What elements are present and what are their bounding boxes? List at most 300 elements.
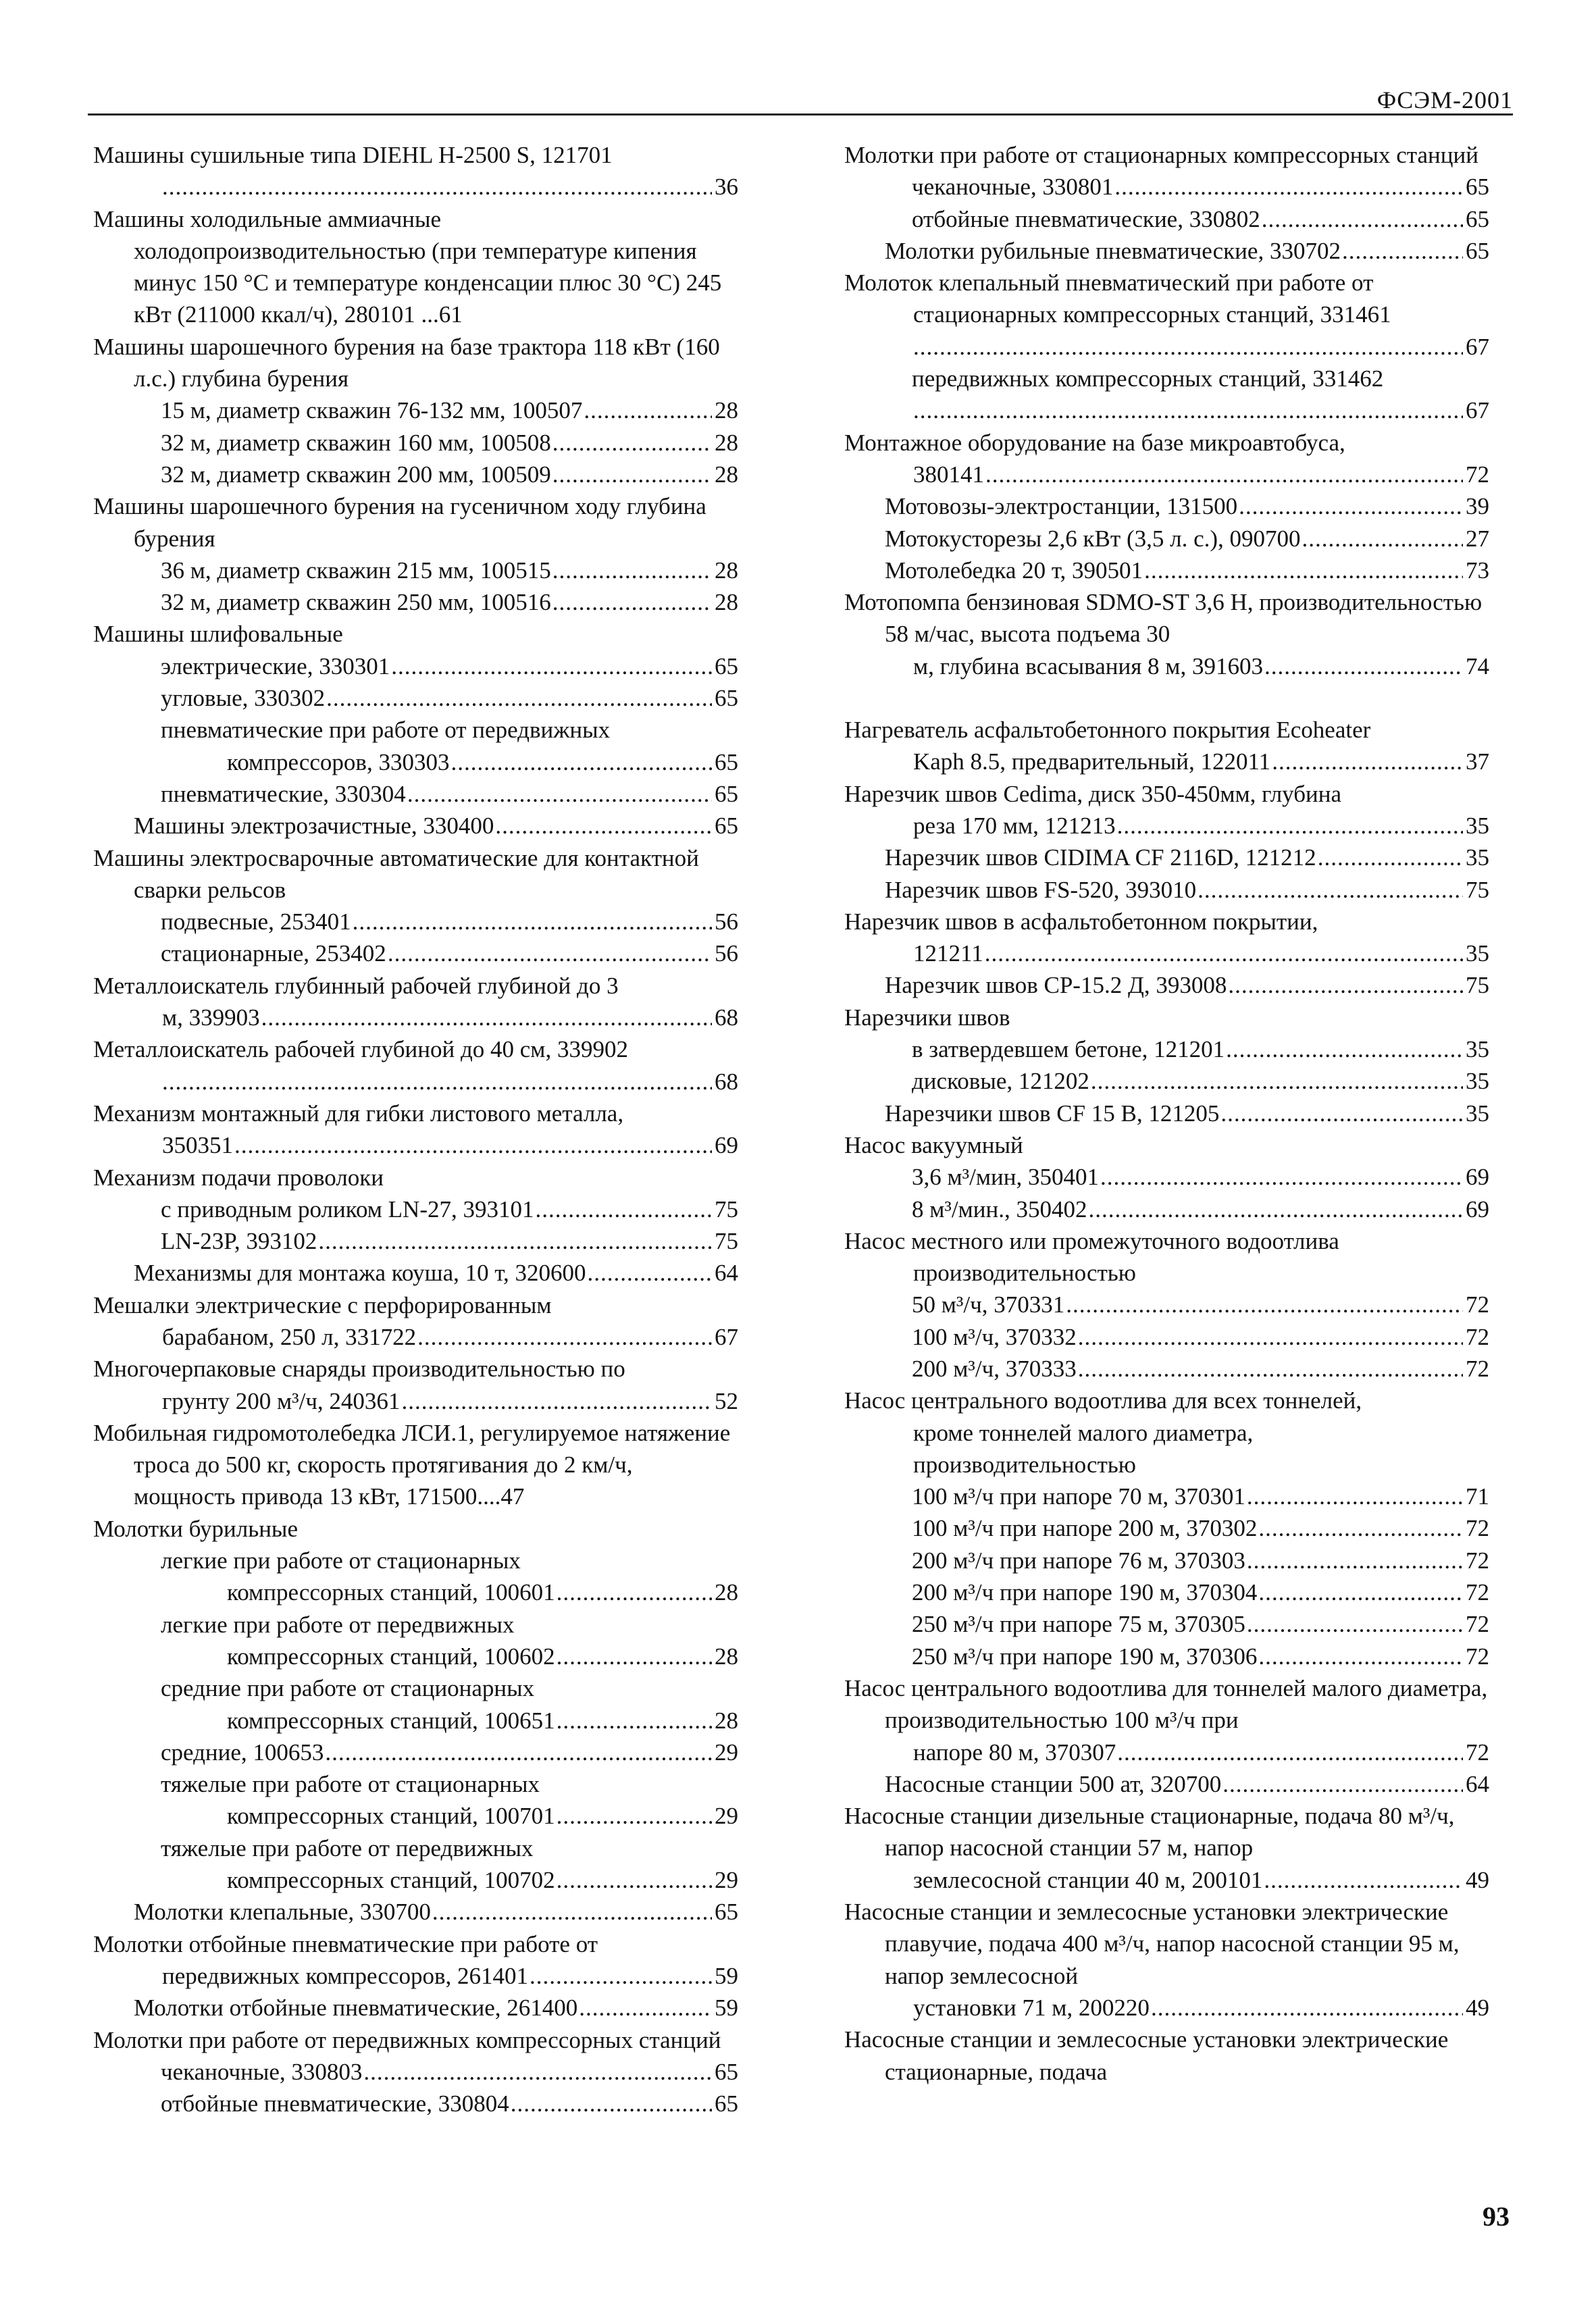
entry-page-number: 29 [715,1803,738,1830]
index-entry [844,1129,1489,1161]
dot-leader [1144,555,1463,586]
entry-page-number: 72 [1466,1643,1489,1670]
entry-text: Насосные станции 500 ат, 320700 [885,1770,1222,1797]
entry-text: Насосные станции и землесосные установки электрические стационарные, подача [844,2026,1449,2085]
entry-text: 250 м³/ч при напоре 75 м, 370305 [912,1611,1245,1638]
index-entry [93,1768,738,1800]
entry-text: Kaph 8.5, предварительный, 122011 [913,748,1271,775]
dot-leader [326,682,712,714]
index-entry [844,1992,1489,2024]
entry-page-number: 28 [715,1707,738,1734]
dot-leader [1342,235,1463,267]
entry-page-number: 28 [715,461,738,488]
entry-page-number: 72 [1466,1355,1489,1382]
entry-text: LN-23P, 393102 [161,1228,317,1255]
entry-text: кроме тоннелей малого диаметра, [913,1419,1254,1446]
entry-text: Металлоискатель рабочей глубиной до 40 см, 339902 [93,1036,628,1063]
entry-text: компрессорных станций, 100601 [227,1579,555,1606]
index-entry [844,1800,1489,1864]
entry-page-number: 35 [1466,1068,1489,1095]
index-entry [844,682,1489,714]
dot-leader [495,810,712,842]
entry-page-number: 75 [1466,972,1489,999]
entry-page-number: 72 [1466,1739,1489,1766]
index-entry [93,1928,738,1960]
entry-text: Насос центрального водоотлива для всех тоннелей, [844,1387,1362,1414]
entry-page-number: 65 [1466,174,1489,201]
index-entry [93,1641,738,1672]
index-entry [844,714,1489,746]
dot-leader [1264,650,1463,682]
entry-text: м, глубина всасывания 8 м, 391603 [913,652,1263,679]
entry-page-number: 68 [715,1004,738,1031]
index-entry [93,459,738,490]
dot-leader [261,1002,712,1033]
index-entry [844,1353,1489,1385]
dot-leader [913,394,1463,426]
entry-text: Машины сушильные типа DIEHL H-2500 S, 121701 [93,142,613,168]
index-entry [844,171,1489,203]
entry-page-number: 65 [715,748,738,775]
entry-text: Насос местного или промежуточного водоотлива [844,1227,1339,1254]
index-column-left [93,139,738,2119]
dot-leader [584,394,712,426]
entry-text: стационарные, 253402 [161,940,386,967]
index-entry [844,1449,1489,1481]
entry-page-number: 29 [715,1867,738,1894]
entry-text: компрессоров, 330303 [227,748,450,775]
index-entry [93,1257,738,1289]
dot-leader [1318,842,1463,873]
index-entry [93,937,738,969]
entry-page-number: 28 [715,397,738,424]
entry-text: Насос вакуумный [844,1131,1023,1158]
dot-leader [579,1992,712,2024]
entry-text: м, 339903 [162,1004,260,1031]
entry-page-number: 65 [715,1899,738,1926]
entry-page-number: 56 [715,908,738,935]
dot-leader [557,1864,712,1896]
index-entry [844,1481,1489,1512]
entry-text: Молотки при работе от стационарных компрессорных станций [844,142,1478,168]
dot-leader [1258,1512,1463,1544]
entry-text: средние при работе от стационарных [161,1675,535,1702]
entry-text: 100 м³/ч при напоре 70 м, 370301 [912,1483,1245,1510]
index-entry [93,970,738,1002]
entry-text: Машины электросварочные автоматические для контактной сварки рельсов [93,844,699,903]
index-entry [844,746,1489,777]
entry-text: производительностью [913,1451,1136,1478]
entry-text: барабаном, 250 л, 331722 [162,1323,417,1350]
dot-leader [1114,171,1463,203]
entry-text: угловые, 330302 [161,685,326,712]
entry-page-number: 71 [1466,1483,1489,1510]
entry-text: Машины шарошечного бурения на базе трактора 118 кВт (160 л.с.) глубина бурения [93,333,720,392]
entry-text: Молотки отбойные пневматические при работе от [93,1930,598,1957]
entry-page-number: 35 [1466,844,1489,871]
index-entry [93,2024,738,2056]
index-entry [93,810,738,842]
entry-text: производительностью [913,1260,1136,1287]
index-entry [93,1129,738,1161]
entry-text: компрессорных станций, 100651 [227,1707,555,1734]
dot-leader [1239,490,1463,522]
index-entry [93,586,738,618]
entry-text: в затвердевшем бетоне, 121201 [912,1036,1225,1063]
index-entry [93,1609,738,1641]
index-entry [844,1545,1489,1576]
entry-page-number: 69 [1466,1195,1489,1223]
entry-text: отбойные пневматические, 330802 [912,205,1260,232]
index-entry [844,810,1489,842]
entry-text: Молотки бурильные [93,1515,298,1542]
dot-leader [325,1737,712,1768]
entry-text: 350351 [162,1132,233,1159]
index-entry [844,1608,1489,1640]
dot-leader [1151,1992,1463,2024]
index-entry [93,1737,738,1768]
entry-page-number: 72 [1466,1579,1489,1606]
entry-text: Нарезчик швов в асфальтобетонном покрытии, [844,908,1318,935]
index-entry [844,235,1489,267]
index-entry [844,1321,1489,1353]
entry-text: дисковые, 121202 [912,1068,1089,1095]
entry-text: стационарных компрессорных станций, 331461 [913,301,1391,328]
entry-text: передвижных компрессоров, 261401 [162,1962,529,1989]
entry-text: 32 м, диаметр скважин 160 мм, 100508 [161,429,551,456]
dot-leader [552,459,712,490]
dot-leader [1100,1161,1463,1193]
entry-text: передвижных компрессорных станций, 331462 [912,365,1384,392]
entry-text: Нарезчик швов CP-15.2 Д, 393008 [885,972,1227,999]
dot-leader [1247,1608,1463,1640]
dot-leader [1198,874,1463,906]
index-entry [844,650,1489,682]
page-header [88,86,1513,115]
index-entry [844,1737,1489,1768]
index-entry [93,2088,738,2119]
entry-text: 15 м, диаметр скважин 76-132 мм, 100507 [161,397,583,424]
index-entry [93,1705,738,1737]
index-entry [93,1098,738,1129]
index-entry [93,555,738,586]
entry-text: Механизм подачи проволоки [93,1164,384,1191]
entry-page-number: 67 [715,1323,738,1350]
index-entry [93,171,738,203]
index-entry [844,299,1489,330]
dot-leader [1247,1481,1463,1512]
entry-text: 32 м, диаметр скважин 250 мм, 100516 [161,589,551,616]
index-entry [844,1641,1489,1672]
dot-leader [552,555,712,586]
index-entry [844,1033,1489,1065]
entry-text: 36 м, диаметр скважин 215 мм, 100515 [161,557,551,584]
index-entry [93,331,738,395]
index-entry [844,842,1489,873]
index-entry [93,139,738,171]
entry-text: Нарезчики швов CF 15 B, 121205 [885,1100,1220,1127]
index-entry [844,331,1489,363]
index-entry [844,1161,1489,1193]
entry-page-number: 65 [1466,205,1489,232]
index-entry [93,1800,738,1832]
entry-page-number: 59 [715,1995,738,2022]
index-entry [93,1832,738,1864]
index-entry [93,394,738,426]
entry-text: 250 м³/ч при напоре 190 м, 370306 [912,1643,1258,1670]
index-entry [844,1225,1489,1257]
index-entry [93,1672,738,1704]
entry-text: Мотокусторезы 2,6 кВт (3,5 л. с.), 090700 [885,525,1301,552]
entry-page-number: 29 [715,1739,738,1766]
entry-text: 121211 [913,940,983,967]
entry-text: Молотки рубильные пневматические, 330702 [885,237,1341,264]
entry-page-number: 49 [1466,1994,1489,2021]
entry-text: Машины шарошечного бурения на гусеничном ходу глубина бурения [93,493,706,552]
index-entry [93,1225,738,1257]
index-entry [93,650,738,682]
entry-text: чеканочные, 330801 [912,174,1114,201]
index-entry [93,1162,738,1193]
index-entry [93,1545,738,1576]
index-entry [844,1065,1489,1097]
index-entry [93,1960,738,1992]
entry-text: Мотовозы-электростанции, 131500 [885,493,1238,520]
dot-leader [913,331,1463,363]
entry-page-number: 35 [1466,812,1489,839]
entry-page-number: 74 [1466,652,1489,679]
entry-text: Нарезчик швов Cedima, диск 350-450мм, глубина [844,780,1342,807]
dot-leader [407,778,712,810]
index-entry [93,1066,738,1098]
index-entry [844,427,1489,459]
index-entry [93,778,738,810]
entry-page-number: 65 [715,2058,738,2085]
dot-leader [557,1576,712,1608]
entry-page-number: 67 [1466,397,1489,424]
dot-leader [1088,1193,1463,1225]
entry-page-number: 28 [715,1579,738,1606]
dot-leader [1264,1864,1463,1896]
entry-page-number: 72 [1466,461,1489,488]
entry-page-number: 72 [1466,1547,1489,1574]
entry-text: Нарезчик швов FS-520, 393010 [885,876,1197,903]
entry-text: 100 м³/ч при напоре 200 м, 370302 [912,1515,1258,1542]
dot-leader [557,1641,712,1672]
entry-text: электрические, 330301 [161,652,390,679]
entry-text: Молоток клепальный пневматический при работе от [844,269,1374,297]
entry-text: 50 м³/ч, 370331 [912,1291,1065,1318]
entry-page-number: 35 [1466,940,1489,967]
index-entry [93,490,738,555]
index-entry [844,906,1489,937]
entry-page-number: 65 [715,2090,738,2117]
entry-page-number: 59 [715,1962,738,1989]
entry-text: Насосные станции дизельные стационарные, подача 80 м³/ч, напор насосной станции 57 м, напор [844,1803,1455,1861]
entry-page-number: 36 [715,174,738,201]
index-entry [93,1353,738,1385]
index-entry [93,842,738,906]
index-entry [93,1992,738,2024]
dot-leader [1078,1321,1463,1353]
entry-page-number: 75 [715,1195,738,1223]
entry-text: Молотки отбойные пневматические, 261400 [134,1995,578,2022]
dot-leader [1222,1768,1463,1800]
index-entry [844,1257,1489,1289]
dot-leader [162,171,712,203]
dot-leader [451,746,712,778]
entry-text: 8 м³/мин., 350402 [912,1195,1087,1223]
index-entry [844,1289,1489,1320]
entry-text: компрессорных станций, 100602 [227,1643,555,1670]
dot-leader [1066,1289,1463,1320]
entry-text: 380141 [913,461,984,488]
index-entry [93,618,738,650]
entry-page-number: 56 [715,940,738,967]
dot-leader [1078,1353,1463,1385]
entry-text: грунту 200 м³/ч, 240361 [162,1387,401,1414]
entry-page-number: 67 [1466,333,1489,360]
entry-text: Нагреватель асфальтобетонного покрытия Ecoheater [844,717,1371,744]
entry-text: Нарезчики швов [844,1004,1010,1031]
entry-text: Мешалки электрические с перфорированным [93,1291,552,1318]
entry-page-number: 37 [1466,748,1489,775]
index-entry [844,1768,1489,1800]
entry-text: чеканочные, 330803 [161,2058,363,2085]
index-entry [93,1864,738,1896]
entry-page-number: 75 [715,1228,738,1255]
index-column-right [844,139,1489,2088]
index-entry [844,1417,1489,1449]
index-entry [93,906,738,937]
index-entry [844,1576,1489,1608]
entry-text: установки 71 м, 200220 [913,1994,1150,2021]
dot-leader [557,1705,712,1737]
index-entry [93,1033,738,1065]
entry-page-number: 27 [1466,525,1489,552]
dot-leader [552,427,712,459]
entry-page-number: 52 [715,1387,738,1414]
index-entry [844,1002,1489,1033]
dot-leader [363,2056,712,2088]
entry-text: Механизмы для монтажа коуша, 10 т, 320600 [134,1260,586,1287]
index-entry [844,1385,1489,1416]
index-entry [844,969,1489,1001]
index-entry [844,459,1489,490]
index-entry [844,267,1489,299]
index-entry [844,490,1489,522]
entry-text: Мобильная гидромотолебедка ЛСИ.1, регулируемое натяжение троса до 500 кг, скорость протягивания до 2 км/ч, мощность привода 13 кВт, 171500....47 [93,1419,731,1510]
dot-leader [552,586,712,618]
entry-page-number: 65 [715,652,738,679]
dot-leader [162,1066,712,1098]
entry-page-number: 65 [715,685,738,712]
index-entry [93,714,738,746]
entry-page-number: 72 [1466,1611,1489,1638]
dot-leader [353,906,712,937]
entry-page-number: 65 [715,780,738,807]
entry-text: напоре 80 м, 370307 [913,1739,1116,1766]
index-entry [93,1321,738,1353]
index-entry [844,874,1489,906]
index-entry [844,139,1489,171]
entry-text: тяжелые при работе от стационарных [161,1771,540,1798]
entry-text: Машины электрозачистные, 330400 [134,813,494,840]
entry-page-number: 72 [1466,1515,1489,1542]
entry-page-number: 65 [1466,237,1489,264]
entry-text: Нарезчик швов CIDIMA CF 2116D, 121212 [885,844,1316,871]
dot-leader [511,2088,712,2119]
entry-page-number: 69 [715,1132,738,1159]
index-entry [844,555,1489,586]
entry-page-number: 72 [1466,1323,1489,1350]
dot-leader [985,937,1463,969]
entry-page-number: 35 [1466,1100,1489,1127]
index-entry [93,1417,738,1513]
entry-page-number: 28 [715,557,738,584]
entry-text: Мотопомпа бензиновая SDMO-ST 3,6 H, производительностью 58 м/час, высота подъема 30 [844,589,1483,648]
dot-leader [417,1321,712,1353]
index-entry [844,1864,1489,1896]
index-entry [93,1289,738,1321]
entry-text: 100 м³/ч, 370332 [912,1323,1077,1350]
entry-text: легкие при работе от передвижных [161,1611,515,1638]
entry-page-number: 28 [715,589,738,616]
entry-page-number: 72 [1466,1291,1489,1318]
entry-text: землесосной станции 40 м, 200101 [913,1866,1263,1893]
entry-page-number: 65 [715,813,738,840]
entry-text: пневматические при работе от передвижных [161,717,611,744]
dot-leader [535,1193,712,1225]
entry-page-number: 73 [1466,557,1489,584]
entry-text: Машины холодильные аммиачные холодопроизводительностью (при температуре кипения минус 150 °С и температуре конденсации плюс 30 °С) 245 кВт (211000 ккал/ч), 280101 ...61 [93,205,722,328]
index-entry [844,394,1489,426]
entry-page-number: 28 [715,429,738,456]
dot-leader [1220,1098,1463,1129]
dot-leader [1091,1065,1463,1097]
index-entry [93,746,738,778]
index-entry [93,427,738,459]
index-entry [844,203,1489,235]
entry-page-number: 35 [1466,1036,1489,1063]
entry-text: Насосные станции и землесосные установки электрические плавучие, подача 400 м³/ч, напор насосной станции 95 м, напор землесосной [844,1899,1460,1989]
entry-text: 32 м, диаметр скважин 200 мм, 100509 [161,461,551,488]
entry-text: компрессорных станций, 100701 [227,1803,555,1830]
index-entry [844,778,1489,810]
entry-text: Молотки клепальные, 330700 [134,1899,431,1926]
entry-text: компрессорных станций, 100702 [227,1867,555,1894]
header-title: ФСЭМ-2001 [1376,86,1513,113]
index-entry [844,363,1489,394]
entry-text: Монтажное оборудование на базе микроавтобуса, [844,429,1345,456]
entry-text: Насос центрального водоотлива для тоннелей малого диаметра, производительностью 100 м³/ч при [844,1674,1488,1734]
entry-page-number: 39 [1466,493,1489,520]
dot-leader [234,1129,712,1161]
entry-page-number: 49 [1466,1866,1489,1893]
dot-leader [1228,969,1463,1001]
entry-text: Металлоискатель глубинный рабочей глубиной до 3 [93,972,619,999]
dot-leader [1117,1737,1463,1768]
entry-text: 200 м³/ч, 370333 [912,1355,1077,1382]
index-entry [93,1576,738,1608]
entry-text: Молотки при работе от передвижных компрессорных станций [93,2026,721,2053]
dot-leader [1258,1641,1463,1672]
entry-text: с приводным роликом LN-27, 393101 [161,1195,534,1223]
dot-leader [588,1257,712,1289]
index-entry [93,203,738,331]
index-entry [93,2056,738,2088]
entry-page-number: 69 [1466,1164,1489,1191]
